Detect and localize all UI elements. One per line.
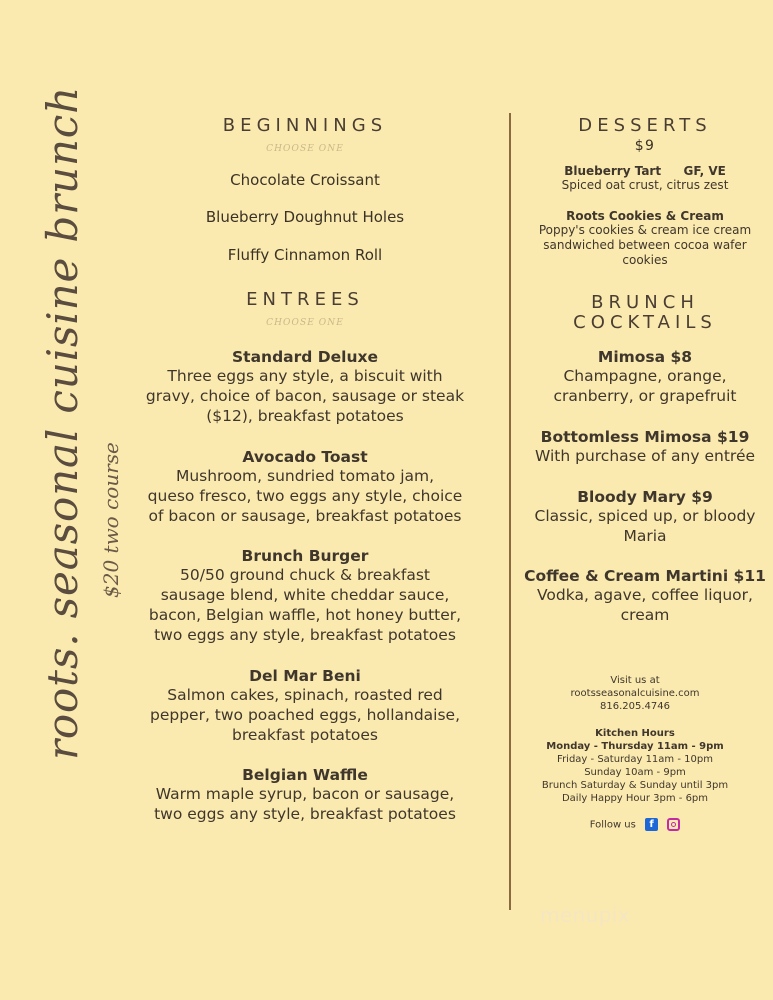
phone-number[interactable]: 816.205.4746 <box>600 701 670 712</box>
desserts-heading: DESSERTS <box>578 115 712 136</box>
entree-desc-line: queso fresco, two eggs any style, choice <box>147 487 463 505</box>
hours-line: Brunch Saturday & Sunday until 3pm <box>541 780 729 791</box>
entree-item <box>135 766 475 824</box>
dessert-title: Roots Cookies & Cream <box>566 209 724 223</box>
entree-desc-line: ($12), breakfast potatoes <box>206 407 404 425</box>
column-divider <box>509 113 511 910</box>
cocktails-heading-1: BRUNCH <box>591 292 699 313</box>
entrees-heading: ENTREES <box>246 289 364 310</box>
entree-desc-line: pepper, two poached eggs, hollandaise, <box>149 706 460 724</box>
cocktail-desc-line: Classic, spiced up, or bloody <box>534 507 756 525</box>
entree-title: Brunch Burger <box>241 547 369 565</box>
entree-desc-line: two eggs any style, breakfast potatoes <box>154 805 456 823</box>
contact-info <box>520 674 750 713</box>
dessert-tags: GF, VE <box>683 164 726 178</box>
entree-item <box>135 547 475 645</box>
desserts-price: $9 <box>634 138 656 154</box>
dessert-desc-line: Spiced oat crust, citrus zest <box>561 178 729 192</box>
cocktail-desc-line: cream <box>620 606 670 624</box>
dessert-item <box>520 209 770 268</box>
dessert-title: Blueberry Tart <box>564 164 662 178</box>
instagram-icon[interactable] <box>667 818 680 831</box>
kitchen-hours <box>520 727 750 805</box>
cocktail-title: Coffee & Cream Martini $11 <box>524 567 766 585</box>
cocktails-heading-2: COCKTAILS <box>573 312 717 333</box>
cocktail-desc-line: Champagne, orange, <box>563 367 727 385</box>
beginnings-choose-one: CHOOSE ONE <box>266 144 344 154</box>
entree-title: Del Mar Beni <box>249 667 361 685</box>
dessert-item <box>520 164 770 193</box>
entree-item <box>135 667 475 745</box>
cocktail-title: Mimosa $8 <box>597 348 693 366</box>
entree-desc-line: gravy, choice of bacon, sausage or steak <box>145 387 465 405</box>
cocktail-desc-line: Vodka, agave, coffee liquor, <box>537 586 753 604</box>
website-link[interactable]: rootsseasonalcuisine.com <box>570 688 700 699</box>
entrees-choose-one: CHOOSE ONE <box>266 318 344 328</box>
cocktail-item <box>520 488 770 546</box>
hours-line: Daily Happy Hour 3pm - 6pm <box>561 793 709 804</box>
cocktail-item <box>520 567 770 625</box>
dessert-desc-line: sandwiched between cocoa wafer <box>543 238 747 252</box>
entree-item <box>135 448 475 526</box>
follow-label: Follow us <box>589 819 636 831</box>
entree-desc-line: 50/50 ground chuck & breakfast <box>180 566 430 584</box>
entree-desc-line: of bacon or sausage, breakfast potatoes <box>148 507 462 525</box>
facebook-icon[interactable]: f <box>645 818 658 831</box>
hours-line: Friday - Saturday 11am - 10pm <box>557 754 713 765</box>
cocktail-item <box>520 348 770 406</box>
brand-name: roots. seasonal cuisine brunch <box>38 85 87 760</box>
beginnings-heading: BEGINNINGS <box>222 115 388 136</box>
dessert-desc-line: cookies <box>622 253 668 267</box>
beginnings-item-0: Chocolate Croissant <box>230 171 380 189</box>
hours-line: Sunday 10am - 9pm <box>584 767 686 778</box>
cocktail-title: Bottomless Mimosa $19 <box>540 428 750 446</box>
beginnings-item-1: Blueberry Doughnut Holes <box>205 208 405 226</box>
price-note: $20 two course <box>99 442 123 598</box>
entree-title: Standard Deluxe <box>232 348 378 366</box>
entree-desc-line: breakfast potatoes <box>232 726 378 744</box>
entree-desc-line: Mushroom, sundried tomato jam, <box>175 467 435 485</box>
entree-desc-line: Salmon cakes, spinach, roasted red <box>167 686 443 704</box>
hours-line: Monday - Thursday 11am - 9pm <box>546 741 724 752</box>
cocktail-desc-line: With purchase of any entrée <box>534 447 756 465</box>
visit-label: Visit us at <box>610 675 660 686</box>
hours-title: Kitchen Hours <box>595 728 675 739</box>
watermark: menupix <box>540 903 631 927</box>
beginnings-item-2: Fluffy Cinnamon Roll <box>227 246 383 264</box>
cocktail-desc-line: cranberry, or grapefruit <box>553 387 737 405</box>
cocktail-desc-line: Maria <box>623 527 667 545</box>
dessert-desc-line: Poppy's cookies & cream ice cream <box>538 223 752 237</box>
entree-desc-line: Three eggs any style, a biscuit with <box>167 367 443 385</box>
social-row <box>520 818 750 832</box>
cocktail-title: Bloody Mary $9 <box>577 488 713 506</box>
entree-title: Belgian Waffle <box>242 766 368 784</box>
entree-title: Avocado Toast <box>242 448 368 466</box>
entree-desc-line: bacon, Belgian waffle, hot honey butter, <box>148 606 462 624</box>
entree-desc-line: Warm maple syrup, bacon or sausage, <box>155 785 455 803</box>
cocktail-item <box>520 428 770 466</box>
entree-desc-line: two eggs any style, breakfast potatoes <box>154 626 456 644</box>
entree-desc-line: sausage blend, white cheddar sauce, <box>160 586 450 604</box>
entree-item <box>135 348 475 426</box>
